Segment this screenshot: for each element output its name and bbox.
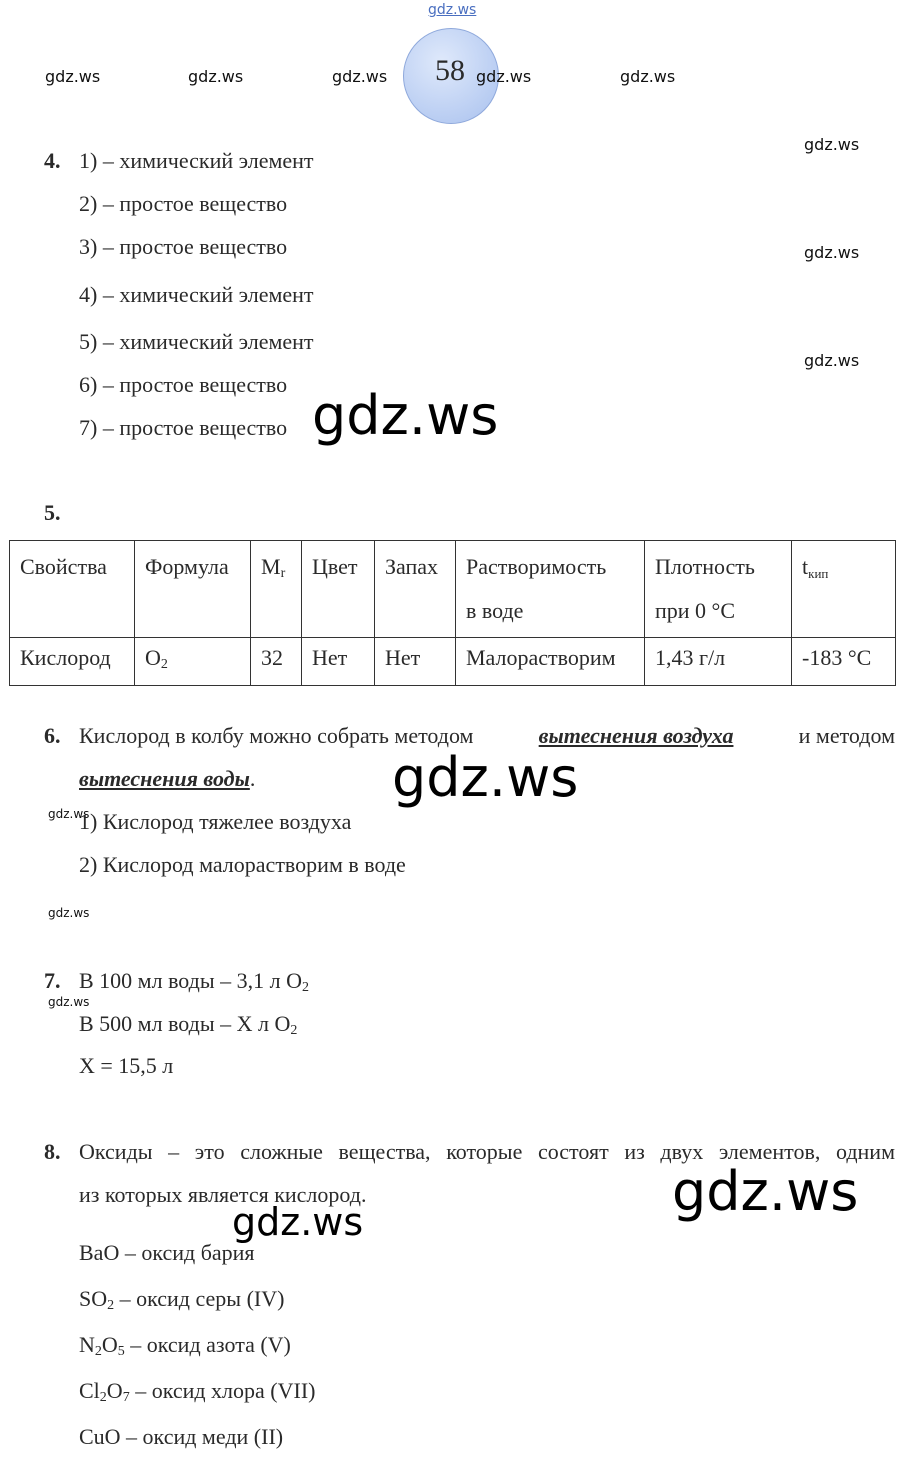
header-cell: Растворимость в воде: [456, 541, 645, 638]
q8-line-1: Оксиды – это сложные вещества, которые состоят из двух элементов, одним: [79, 1139, 895, 1164]
oxide-item: BaO – оксид бария: [79, 1240, 255, 1265]
watermark: gdz.ws: [620, 67, 676, 86]
watermark: gdz.ws: [48, 995, 90, 1009]
question-8-number: 8.: [44, 1139, 61, 1164]
oxide-item: $N_2O_5$ – оксид азота (V): [79, 1332, 291, 1359]
header-cell: Свойства: [10, 541, 135, 638]
q4-item: 5) – химический элемент: [79, 329, 314, 354]
q4-item: 1) – химический элемент: [79, 148, 314, 173]
q6-item: 1) Кислород тяжелее воздуха: [79, 809, 352, 834]
watermark: gdz.ws: [804, 135, 860, 154]
header-cell: Плотность при 0 °С: [645, 541, 792, 638]
watermark: gdz.ws: [45, 67, 101, 86]
watermark-large: gdz.ws: [672, 1160, 859, 1223]
header-cell: $M_r$: [251, 541, 302, 638]
oxide-item: CuO – оксид меди (II): [79, 1424, 284, 1449]
table-cell: Кислород: [10, 638, 135, 686]
watermark: gdz.ws: [188, 67, 244, 86]
table-cell: Нет: [302, 638, 375, 686]
watermark: gdz.ws: [476, 67, 532, 86]
oxide-item: $SO_2$ – оксид серы (IV): [79, 1286, 285, 1313]
header-cell: tкип: [792, 541, 896, 638]
table-cell: Малорастворим: [456, 638, 645, 686]
header-cell: Формула: [135, 541, 251, 638]
q7-line-2: В 500 мл воды – Х л $O_2$: [79, 1011, 298, 1038]
watermark: gdz.ws: [48, 906, 90, 920]
q4-item: 2) – простое вещество: [79, 191, 288, 216]
q4-item: 3) – простое вещество: [79, 234, 288, 259]
oxide-item: $Cl_2O_7$ – оксид хлора (VII): [79, 1378, 316, 1405]
table-row: [10, 638, 896, 686]
watermark-large: gdz.ws: [232, 1200, 364, 1244]
watermark-large: gdz.ws: [392, 746, 579, 809]
watermark-large: gdz.ws: [312, 384, 499, 447]
page-number: 58: [435, 54, 465, 87]
table-cell: Нет: [375, 638, 456, 686]
q8-line-2: из которых является кислород.: [79, 1182, 367, 1207]
q6-line-1: Кислород в колбу можно собрать методом вытеснения воздуха и методом: [79, 723, 895, 748]
q4-item: 7) – простое вещество: [79, 415, 288, 440]
question-4-number: 4.: [44, 148, 61, 173]
watermark: gdz.ws: [332, 67, 388, 86]
watermark: gdz.ws: [804, 351, 860, 370]
q7-line-3: Х = 15,5 л: [79, 1053, 174, 1078]
question-7-number: 7.: [44, 968, 61, 993]
properties-table: [9, 540, 896, 686]
watermark: gdz.ws: [804, 243, 860, 262]
q4-item: 4) – химический элемент: [79, 282, 314, 307]
q6-line-2: вытеснения воды.: [79, 766, 256, 791]
question-6-number: 6.: [44, 723, 61, 748]
top-watermark: gdz.ws: [428, 2, 477, 18]
q7-line-1: В 100 мл воды – 3,1 л $O_2$: [79, 968, 310, 995]
table-cell: $O_2$: [135, 638, 251, 686]
header-cell: Запах: [375, 541, 456, 638]
table-cell: -183 °С: [792, 638, 896, 686]
q4-item: 6) – простое вещество: [79, 372, 288, 397]
table-cell: 32: [251, 638, 302, 686]
header-cell: Цвет: [302, 541, 375, 638]
table-cell: 1,43 г/л: [645, 638, 792, 686]
q6-item: 2) Кислород малорастворим в воде: [79, 852, 406, 877]
watermark: gdz.ws: [48, 807, 90, 821]
question-5-number: 5.: [44, 500, 61, 525]
table-header-row: [10, 541, 896, 638]
